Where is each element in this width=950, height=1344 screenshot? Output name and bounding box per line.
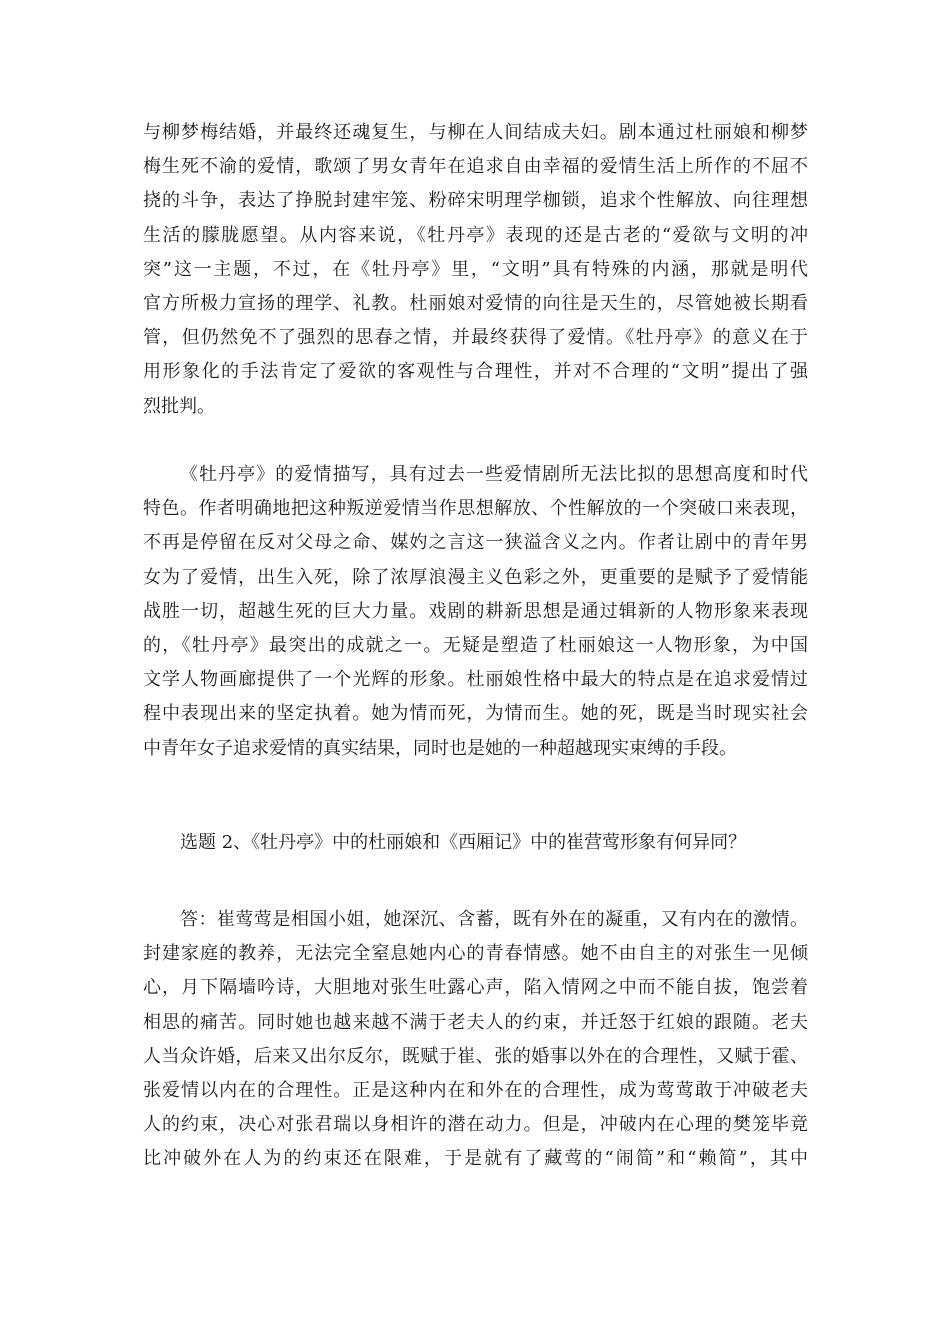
paragraph-1-line: 管，但仍然免不了强烈的思春之情，并最终获得了爱情。《牡丹亭》的意义在于 xyxy=(143,327,808,349)
answer-line: 比冲破外在人为的约束还在限难，于是就有了藏莺的“闹简”和“赖简”，其中 xyxy=(143,1148,808,1170)
paragraph-2-line: 特色。作者明确地把这种叛逆爱情当作思想解放、个性解放的一个突破口来表现， xyxy=(143,498,808,520)
paragraph-1-line: 官方所极力宣扬的理学、礼教。杜丽娘对爱情的向往是天生的，尽管她被长期看 xyxy=(143,292,808,314)
answer-line: 心，月下隔墙吟诗，大胆地对张生吐露心声，陷入情网之中而不能自拔，饱尝着 xyxy=(143,977,808,999)
paragraph-2-line: 程中表现出来的坚定执着。她为情而死，为情而生。她的死，既是当时现实社会 xyxy=(143,703,808,725)
paragraph-1-line: 烈批判。 xyxy=(143,395,215,417)
paragraph-2-line: 不再是停留在反对父母之命、媒妁之言这一狭溢含义之内。作者让剧中的青年男 xyxy=(143,532,808,554)
answer-line: 人的约束，决心对张君瑞以身相许的潜在动力。但是，冲破内在心理的樊笼毕竟 xyxy=(143,1114,808,1136)
paragraph-2-line: 战胜一切，超越生死的巨大力量。戏剧的耕新思想是通过辑新的人物形象来表现 xyxy=(143,600,808,622)
paragraph-2-line: 文学人物画廊提供了一个光辉的形象。杜丽娘性格中最大的特点是在追求爱情过 xyxy=(143,669,808,691)
paragraph-2-line: 《牡丹亭》的爱情描写，具有过去一些爱情剧所无法比拟的思想高度和时代 xyxy=(180,464,808,485)
question-heading: 选题 2、《牡丹亭》中的杜丽娘和《西厢记》中的崔营莺形象有何异同？ xyxy=(180,832,747,853)
answer-line: 答：崔莺莺是相国小姐，她深沉、含蓄，既有外在的凝重，又有内在的激情。 xyxy=(180,909,808,930)
paragraph-1-line: 突”这一主题，不过，在《牡丹亭》里，“文明”具有特殊的内涵，那就是明代 xyxy=(143,258,808,280)
paragraph-1-line: 梅生死不渝的爱情，歌颂了男女青年在追求自由幸福的爱情生活上所作的不屈不 xyxy=(143,156,808,178)
paragraph-1 xyxy=(143,116,808,424)
paragraph-2-line: 的，《牡丹亭》最突出的成就之一。无疑是塑造了杜丽娘这一人物形象，为中国 xyxy=(143,634,808,656)
answer-line: 张爱情以内在的合理性。正是这种内在和外在的合理性，成为莺莺敢于冲破老夫 xyxy=(143,1079,808,1101)
paragraph-1-line: 挠的斗争，表达了挣脱封建牢笼、粉碎宋明理学枷锁，追求个性解放、向往理想 xyxy=(143,190,808,212)
paragraph-1-line: 用形象化的手法肯定了爱欲的客观性与合理性，并对不合理的“文明”提出了强 xyxy=(143,361,808,383)
paragraph-1-line: 与柳梦梅结婚，并最终还魂复生，与柳在人间结成夫妇。剧本通过杜丽娘和柳梦 xyxy=(143,122,808,143)
paragraph-1-line: 生活的朦胧愿望。从内容来说，《牡丹亭》表现的还是古老的“爱欲与文明的冲 xyxy=(143,224,808,246)
answer-paragraph xyxy=(143,903,808,1177)
question-block xyxy=(143,826,808,860)
paragraph-2 xyxy=(143,458,808,766)
answer-line: 相思的痛苦。同时她也越来越不满于老夫人的约束，并迁怒于红娘的跟随。老夫 xyxy=(143,1011,808,1033)
answer-line: 封建家庭的教养，无法完全窒息她内心的青春情感。她不由自主的对张生一见倾 xyxy=(143,943,808,965)
answer-line: 人当众许婚，后来又出尔反尔，既赋于崔、张的婚事以外在的合理性，又赋于霍、 xyxy=(143,1045,808,1067)
paragraph-2-line: 中青年女子追求爱情的真实结果，同时也是她的一种超越现实束缚的手段。 xyxy=(143,737,737,759)
paragraph-2-line: 女为了爱情，出生入死，除了浓厚浪漫主义色彩之外，更重要的是赋予了爱情能 xyxy=(143,566,808,588)
